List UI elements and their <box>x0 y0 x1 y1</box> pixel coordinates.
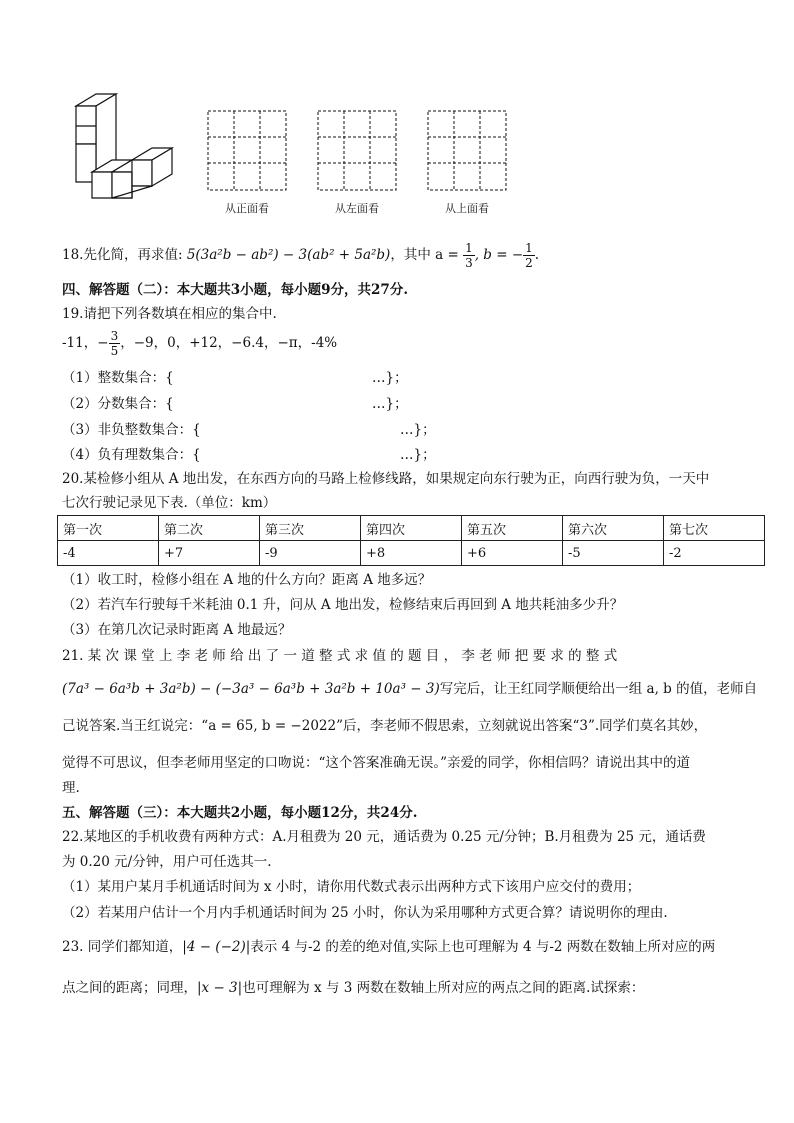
q19-nums-start: -11，− <box>62 335 109 351</box>
table-header-row <box>58 516 765 541</box>
q23-line1-end: 表示 4 与-2 的差的绝对值,实际上也可理解为 4 与-2 两数在数轴上所对应的两 <box>250 939 716 955</box>
set-label: （1）整数集合：{ <box>62 370 174 386</box>
set-label: （4）负有理数集合：{ <box>62 447 201 463</box>
front-view-caption: 从正面看 <box>225 202 269 215</box>
q18-expression: 5(3a²b − ab²) − 3(ab² + 5a²b) <box>186 247 391 263</box>
table-cell: -2 <box>664 541 765 566</box>
set-tail: …}； <box>400 422 436 438</box>
b-numerator: 1 <box>525 241 533 255</box>
q21-line4: 觉得不可思议，但李老师用坚定的口吻说：“这个答案准确无误。”亲爱的同学，你相信吗？请说出其中的道 <box>62 755 691 771</box>
a-numerator: 1 <box>465 241 473 255</box>
stacked-cubes-drawing <box>76 94 172 198</box>
table-header: 第三次 <box>260 516 361 541</box>
q23-abs-expression-2: |x − 3| <box>197 980 243 996</box>
table-cell: -4 <box>58 541 159 566</box>
q18-prefix: 18.先化简，再求值: <box>62 247 187 263</box>
q18-a-fraction <box>463 241 475 270</box>
set-label: （2）分数集合：{ <box>62 396 174 412</box>
q20-sub-1: （1）收工时，检修小组在 A 地的什么方向？距离 A 地多远？ <box>62 572 432 588</box>
q19-set-integers <box>62 369 408 387</box>
q23-line1-start: 23. 同学们都知道， <box>62 939 183 955</box>
set-tail: …}； <box>372 370 408 386</box>
b-denominator: 2 <box>525 256 533 270</box>
q21-line2 <box>62 680 757 698</box>
q19-set-neg-rationals <box>62 446 436 464</box>
q19-set-fractions <box>62 395 408 413</box>
q20-line2: 七次行驶记录见下表.（单位：km） <box>62 495 277 511</box>
q20-line1: 20.某检修小组从 A 地出发，在东西方向的马路上检修线路，如果规定向东行驶为正，向西行驶为负，一天中 <box>62 471 710 487</box>
q21-expression: (7a³ − 6a³b + 3a²b) − (−3a³ − 6a³b + 3a²b + 10a³ − 3) <box>62 681 440 697</box>
q23-line2-start: 点之间的距离；同理， <box>62 980 197 996</box>
q19-frac-num: 3 <box>110 329 119 343</box>
table-header: 第七次 <box>664 516 765 541</box>
table-row <box>58 541 765 566</box>
section-5-heading: 五、解答题（三）：本大题共2小题，每小题12分，共24分. <box>62 805 418 821</box>
set-tail: …}； <box>400 447 436 463</box>
q23-abs-expression-1: |4 − (−2)| <box>182 939 251 955</box>
q19-set-nonneg-integers <box>62 421 436 439</box>
q21-line5: 理. <box>62 780 80 796</box>
q23-line2 <box>62 979 644 997</box>
q22-sub-1: （1）某用户某月手机通话时间为 x 小时，请你用代数式表示出两种方式下该用户应交付的费用； <box>62 879 641 895</box>
q18-b-fraction <box>523 241 535 270</box>
table-cell: +6 <box>462 541 563 566</box>
q19-number-list <box>62 329 337 358</box>
set-tail: …}； <box>372 396 408 412</box>
q19-nums-end: ，−9，0，+12，−6.4，−π，-4% <box>120 335 338 351</box>
q19-frac-den: 5 <box>110 344 119 358</box>
section-4-heading: 四、解答题（二）：本大题共3小题，每小题9分，共27分. <box>62 282 409 298</box>
a-denominator: 3 <box>465 256 473 270</box>
table-header: 第五次 <box>462 516 563 541</box>
left-view-caption: 从左面看 <box>335 202 379 215</box>
q18-b-part: , b = − <box>474 247 524 263</box>
left-view-grid <box>318 111 396 190</box>
table-cell: -5 <box>563 541 664 566</box>
table-cell: +8 <box>361 541 462 566</box>
q18-condition: ，其中 a = <box>390 247 464 263</box>
table-header: 第二次 <box>159 516 260 541</box>
q22-line2: 为 0.20 元/分钟，用户可任选其一. <box>62 854 272 870</box>
top-view-caption: 从上面看 <box>445 202 489 215</box>
q20-sub-3: （3）在第几次记录时距离 A 地最远？ <box>62 622 292 638</box>
q20-sub-2: （2）若汽车行驶每千米耗油 0.1 升，问从 A 地出发，检修结束后再回到 A 地共耗油多少升？ <box>62 597 624 613</box>
q18-end: . <box>534 247 540 263</box>
q19-fraction <box>109 329 121 358</box>
q21-line3: 己说答案.当王红说完：“a = 65, b = −2022”后，李老师不假思索，立刻就说出答案“3”.同学们莫名其妙， <box>62 718 708 734</box>
front-view-grid <box>208 111 286 190</box>
table-header: 第四次 <box>361 516 462 541</box>
driving-record-table <box>57 515 765 566</box>
q22-sub-2: （2）若某用户估计一个月内手机通话时间为 25 小时，你认为采用哪种方式更合算？请说明你的理由. <box>62 905 668 921</box>
q23-line2-end: 也可理解为 x 与 3 两数在数轴上所对应的两点之间的距离.试探索： <box>242 980 645 996</box>
table-header: 第六次 <box>563 516 664 541</box>
table-cell: +7 <box>159 541 260 566</box>
question-18 <box>62 241 539 270</box>
set-label: （3）非负整数集合：{ <box>62 422 201 438</box>
table-header: 第一次 <box>58 516 159 541</box>
q22-line1: 22.某地区的手机收费有两种方式：A.月租费为 20 元，通话费为 0.25 元/分钟；B.月租费为 25 元，通话费 <box>62 829 706 845</box>
q21-line1: 21. 某 次 课 堂 上 李 老 师 给 出 了 一 道 整 式 求 值 的 题 目 ， 李 老 师 把 要 求 的 整 式 <box>62 648 618 664</box>
table-cell: -9 <box>260 541 361 566</box>
q23-line1 <box>62 938 715 956</box>
q21-expr-tail: 写完后，让王红同学顺便给出一组 a, b 的值，老师自 <box>439 681 758 697</box>
q19-title: 19.请把下列各数填在相应的集合中. <box>62 306 277 322</box>
cube-figure <box>0 0 794 230</box>
top-view-grid <box>428 111 506 190</box>
